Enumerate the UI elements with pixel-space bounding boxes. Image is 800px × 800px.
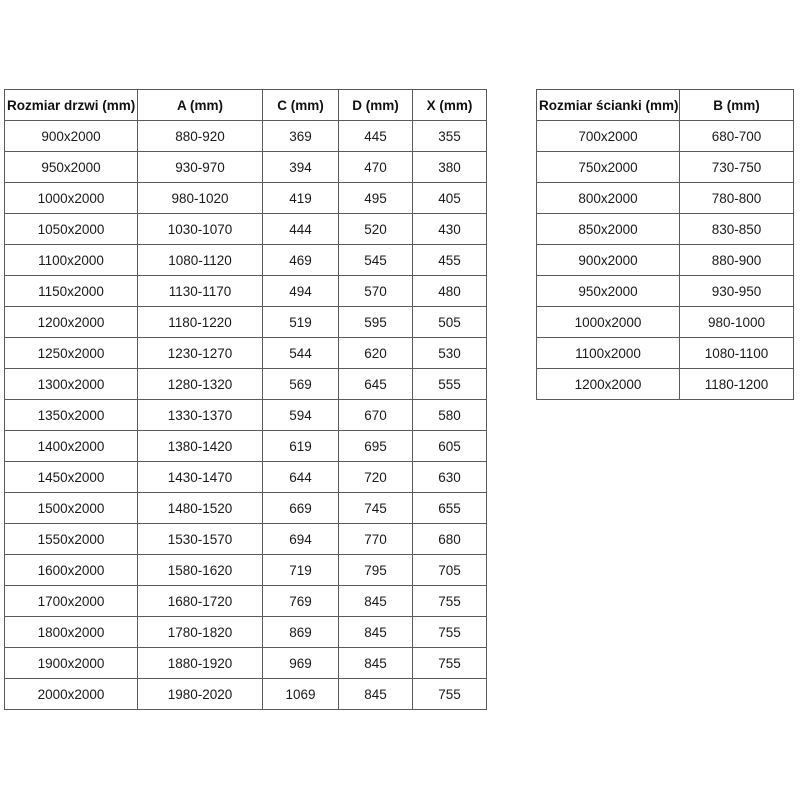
table-cell: 1880-1920 xyxy=(138,648,263,679)
table-cell: 1100x2000 xyxy=(537,338,680,369)
table-row xyxy=(537,121,794,152)
table-cell: 900x2000 xyxy=(537,245,680,276)
column-header: C (mm) xyxy=(263,90,339,121)
table-cell: 580 xyxy=(413,400,487,431)
table-cell: 980-1000 xyxy=(680,307,794,338)
table-cell: 1580-1620 xyxy=(138,555,263,586)
table-cell: 745 xyxy=(339,493,413,524)
table-row xyxy=(537,152,794,183)
table-cell: 1280-1320 xyxy=(138,369,263,400)
table-row xyxy=(5,121,487,152)
table-cell: 669 xyxy=(263,493,339,524)
table-cell: 1000x2000 xyxy=(5,183,138,214)
table-cell: 719 xyxy=(263,555,339,586)
table-cell: 1450x2000 xyxy=(5,462,138,493)
table-cell: 950x2000 xyxy=(5,152,138,183)
table-cell: 405 xyxy=(413,183,487,214)
table-row xyxy=(5,462,487,493)
table-cell: 880-920 xyxy=(138,121,263,152)
table-cell: 1180-1220 xyxy=(138,307,263,338)
table-row xyxy=(537,214,794,245)
table-cell: 1080-1120 xyxy=(138,245,263,276)
table-cell: 1700x2000 xyxy=(5,586,138,617)
table-cell: 1000x2000 xyxy=(537,307,680,338)
table-row xyxy=(5,524,487,555)
table-cell: 544 xyxy=(263,338,339,369)
table-cell: 469 xyxy=(263,245,339,276)
table-cell: 680 xyxy=(413,524,487,555)
table-cell: 694 xyxy=(263,524,339,555)
table-cell: 1200x2000 xyxy=(5,307,138,338)
table-row xyxy=(537,183,794,214)
table-cell: 1400x2000 xyxy=(5,431,138,462)
table-row xyxy=(5,152,487,183)
table-cell: 1780-1820 xyxy=(138,617,263,648)
table-cell: 800x2000 xyxy=(537,183,680,214)
table-cell: 880-900 xyxy=(680,245,794,276)
door-sizes-header-row xyxy=(5,90,487,121)
table-cell: 1980-2020 xyxy=(138,679,263,710)
table-row xyxy=(5,648,487,679)
table-cell: 1480-1520 xyxy=(138,493,263,524)
table-cell: 470 xyxy=(339,152,413,183)
table-row xyxy=(5,276,487,307)
table-cell: 1230-1270 xyxy=(138,338,263,369)
table-cell: 850x2000 xyxy=(537,214,680,245)
table-cell: 480 xyxy=(413,276,487,307)
table-cell: 1800x2000 xyxy=(5,617,138,648)
table-cell: 519 xyxy=(263,307,339,338)
table-row xyxy=(5,183,487,214)
table-cell: 795 xyxy=(339,555,413,586)
table-cell: 730-750 xyxy=(680,152,794,183)
table-cell: 1180-1200 xyxy=(680,369,794,400)
table-cell: 555 xyxy=(413,369,487,400)
table-cell: 755 xyxy=(413,617,487,648)
table-cell: 369 xyxy=(263,121,339,152)
table-cell: 1200x2000 xyxy=(537,369,680,400)
table-cell: 1900x2000 xyxy=(5,648,138,679)
table-row xyxy=(537,369,794,400)
column-header: A (mm) xyxy=(138,90,263,121)
table-cell: 419 xyxy=(263,183,339,214)
table-cell: 620 xyxy=(339,338,413,369)
table-cell: 845 xyxy=(339,679,413,710)
door-sizes-table xyxy=(4,89,487,710)
table-cell: 644 xyxy=(263,462,339,493)
table-cell: 950x2000 xyxy=(537,276,680,307)
table-cell: 605 xyxy=(413,431,487,462)
table-cell: 755 xyxy=(413,648,487,679)
table-cell: 570 xyxy=(339,276,413,307)
table-cell: 755 xyxy=(413,679,487,710)
table-cell: 1130-1170 xyxy=(138,276,263,307)
table-cell: 619 xyxy=(263,431,339,462)
table-cell: 845 xyxy=(339,617,413,648)
table-cell: 845 xyxy=(339,586,413,617)
table-cell: 830-850 xyxy=(680,214,794,245)
table-row xyxy=(5,679,487,710)
table-cell: 930-970 xyxy=(138,152,263,183)
table-row xyxy=(5,493,487,524)
table-cell: 755 xyxy=(413,586,487,617)
table-cell: 505 xyxy=(413,307,487,338)
table-cell: 1680-1720 xyxy=(138,586,263,617)
table-row xyxy=(537,338,794,369)
table-row xyxy=(5,400,487,431)
table-cell: 380 xyxy=(413,152,487,183)
table-cell: 680-700 xyxy=(680,121,794,152)
table-cell: 1100x2000 xyxy=(5,245,138,276)
table-cell: 700x2000 xyxy=(537,121,680,152)
table-cell: 1080-1100 xyxy=(680,338,794,369)
wall-sizes-header-row xyxy=(537,90,794,121)
table-cell: 770 xyxy=(339,524,413,555)
column-header: X (mm) xyxy=(413,90,487,121)
table-cell: 845 xyxy=(339,648,413,679)
table-row xyxy=(5,555,487,586)
table-cell: 750x2000 xyxy=(537,152,680,183)
table-row xyxy=(5,307,487,338)
table-row xyxy=(5,369,487,400)
table-cell: 520 xyxy=(339,214,413,245)
table-cell: 1350x2000 xyxy=(5,400,138,431)
table-row xyxy=(5,338,487,369)
table-cell: 980-1020 xyxy=(138,183,263,214)
table-cell: 1500x2000 xyxy=(5,493,138,524)
table-row xyxy=(537,245,794,276)
table-cell: 445 xyxy=(339,121,413,152)
table-cell: 495 xyxy=(339,183,413,214)
wall-sizes-table xyxy=(536,89,794,400)
table-cell: 1300x2000 xyxy=(5,369,138,400)
table-cell: 2000x2000 xyxy=(5,679,138,710)
table-row xyxy=(5,431,487,462)
table-cell: 780-800 xyxy=(680,183,794,214)
table-cell: 545 xyxy=(339,245,413,276)
table-cell: 720 xyxy=(339,462,413,493)
table-cell: 969 xyxy=(263,648,339,679)
table-cell: 655 xyxy=(413,493,487,524)
table-cell: 930-950 xyxy=(680,276,794,307)
table-cell: 530 xyxy=(413,338,487,369)
table-cell: 569 xyxy=(263,369,339,400)
table-cell: 455 xyxy=(413,245,487,276)
table-cell: 1150x2000 xyxy=(5,276,138,307)
table-cell: 630 xyxy=(413,462,487,493)
table-cell: 444 xyxy=(263,214,339,245)
table-row xyxy=(5,586,487,617)
table-cell: 595 xyxy=(339,307,413,338)
table-row xyxy=(5,214,487,245)
column-header: B (mm) xyxy=(680,90,794,121)
table-cell: 1550x2000 xyxy=(5,524,138,555)
table-row xyxy=(537,276,794,307)
table-cell: 355 xyxy=(413,121,487,152)
table-cell: 394 xyxy=(263,152,339,183)
table-cell: 1069 xyxy=(263,679,339,710)
table-cell: 1600x2000 xyxy=(5,555,138,586)
table-cell: 769 xyxy=(263,586,339,617)
table-cell: 1330-1370 xyxy=(138,400,263,431)
table-cell: 1050x2000 xyxy=(5,214,138,245)
column-header: Rozmiar ścianki (mm) xyxy=(537,90,680,121)
table-cell: 594 xyxy=(263,400,339,431)
table-cell: 430 xyxy=(413,214,487,245)
table-row xyxy=(5,617,487,648)
table-cell: 670 xyxy=(339,400,413,431)
table-cell: 1250x2000 xyxy=(5,338,138,369)
table-cell: 695 xyxy=(339,431,413,462)
table-row xyxy=(5,245,487,276)
column-header: Rozmiar drzwi (mm) xyxy=(5,90,138,121)
table-cell: 645 xyxy=(339,369,413,400)
table-cell: 1530-1570 xyxy=(138,524,263,555)
table-cell: 1380-1420 xyxy=(138,431,263,462)
table-cell: 1430-1470 xyxy=(138,462,263,493)
table-cell: 494 xyxy=(263,276,339,307)
table-row xyxy=(537,307,794,338)
table-cell: 705 xyxy=(413,555,487,586)
table-cell: 900x2000 xyxy=(5,121,138,152)
table-cell: 869 xyxy=(263,617,339,648)
table-cell: 1030-1070 xyxy=(138,214,263,245)
column-header: D (mm) xyxy=(339,90,413,121)
